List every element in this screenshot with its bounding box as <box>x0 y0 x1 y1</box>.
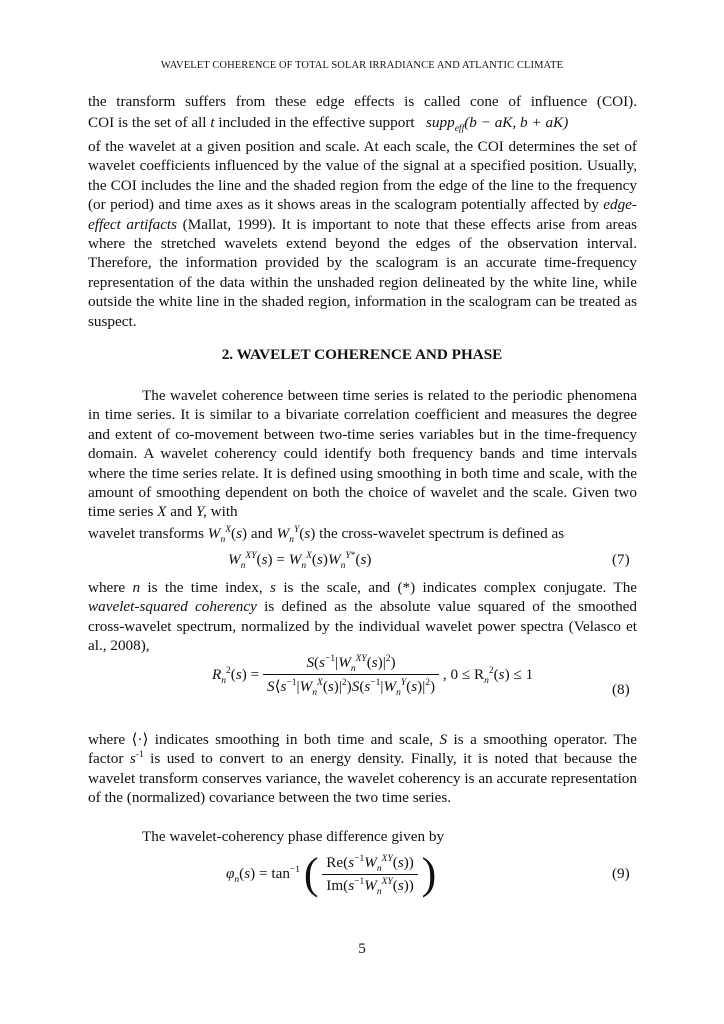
page-number: 5 <box>358 940 366 957</box>
paragraph-coi-body <box>88 137 637 331</box>
variable-s-factor: s <box>129 750 136 768</box>
text-fragment: is defined as the absolute value squared of the smoothed cross-wavelet spectrum, normalized by the individual wavelet power spectra (Velasco et al., 2008), <box>88 598 638 655</box>
text-fragment: COI is the set of all <box>88 114 207 131</box>
variable-t: t <box>210 114 215 131</box>
math-supp-eff: eff <box>454 124 465 135</box>
variable-X: X <box>157 503 167 521</box>
paragraph-coi-line2 <box>88 113 637 135</box>
paragraph-smoothing <box>88 730 637 808</box>
text-fragment: (Mallat, 1999). It is important to note that these effects arise from areas where the stretched wavelets extend beyond the edges of the observation interval. Therefore, the information provided by the scalogram is an accurate time-frequency representation of the data within the unshaded region delineated by the white line, while outside the white line in the shaded region, information in the scalogram can be treated as suspect. <box>88 215 638 330</box>
paragraph-coi-line1: the transform suffers from these edge effects is called cone of influence (COI). <box>88 93 637 110</box>
text-fragment: and <box>170 503 193 521</box>
text-fragment: the cross-wavelet spectrum is defined as <box>319 525 565 542</box>
variable-s: s <box>270 579 276 596</box>
text-fragment: The wavelet coherence between time series is related to the periodic phenomena in time series. It is similar to a bivariate correlation coefficient and measures the degree and extent of co-movement between two-time series variables but in the time-frequency domain. A wavelet coherency could identify both frequency bands and time intervals where the time series relate. It is defined using smoothing in both time and scale, with the amount of smoothing dependent on both the choice of wavelet and the scale. Given two time series <box>88 387 637 521</box>
equation-7: $W_n^{XY}(s) = W_n^X(s)W_n^{Y*}(s)$ <box>228 550 372 572</box>
variable-Y: Y, <box>195 503 207 521</box>
text-fragment: is used to convert to an energy density. Finally, it is noted that because the wavelet transform conserves variance, the wavelet coherency is an accurate representation of the (normalized) covariance between the two time series. <box>88 750 637 807</box>
equation-8-range: , 0 ≤ R <box>442 666 485 683</box>
math-WnX: $W_n^X(s)$ <box>207 524 248 546</box>
equation-8: $R_n^2(s)$ = $\frac{S(s^{-1}|W_n^{XY}(s)|^2)}{S⟨s^{-1}|W_n^X(s)|^2)S(s^{-1}|W_n^Y(s)|^2)}$ , $0 \le R_n^2(s) \le 1$ <box>212 653 534 699</box>
text-fragment: included in the effective support <box>218 114 415 131</box>
emphasis-edge-effect: edge-effect artifacts <box>88 196 637 233</box>
text-fragment: wavelet transforms <box>88 525 204 542</box>
text-fragment: is a smoothing operator. The factor <box>88 731 638 768</box>
text-fragment: where <box>88 579 126 596</box>
paragraph-coherence <box>88 386 637 522</box>
text-fragment: is the time index, <box>147 579 263 596</box>
equation-8-number: (8) <box>612 681 630 698</box>
equation-9-number: (9) <box>612 865 630 882</box>
text-fragment: of the wavelet at a given position and scale. At each scale, the COI determines the set of wavelet coefficients influenced by the value of the signal at a specified position. Usually, the COI includes the line and the shaded region from the edge of the line to the frequency (or period) and time axes as it shows areas in the scalogram potentially affected by <box>88 138 637 214</box>
equation-8-fraction: $\frac{S(s^{-1}|W_n^{XY}(s)|^2)}{S⟨s^{-1}|W_n^X(s)|^2)S(s^{-1}|W_n^Y(s)|^2)}$ <box>263 654 439 696</box>
text-fragment: and <box>250 525 273 542</box>
paragraph-phase-intro: The wavelet-coherency phase difference given by <box>142 828 445 845</box>
paragraph-squared-coherency <box>88 578 637 656</box>
math-supp-args: (b − aK, b + aK) <box>464 114 569 131</box>
superscript-minus-one: -1 <box>135 750 144 761</box>
variable-S: S <box>439 731 448 748</box>
section-heading: 2. WAVELET COHERENCE AND PHASE <box>221 346 503 363</box>
math-supp: supp <box>426 114 455 131</box>
paragraph-wavelet-transforms-line <box>88 524 637 546</box>
running-header: WAVELET COHERENCE OF TOTAL SOLAR IRRADIANCE AND ATLANTIC CLIMATE <box>160 60 564 71</box>
equation-9: $\varphi_n(s) = \tan^{-1}$ ( $\frac{Re(s^{-1}W_n^{XY}(s))}{Im(s^{-1}W_n^{XY}(s))}$ ) <box>226 849 437 898</box>
text-fragment: where ⟨·⟩ indicates smoothing in both time and scale, <box>88 731 434 748</box>
text-fragment: with <box>210 503 238 521</box>
math-WnY: $W_n^Y(s)$ <box>276 524 316 546</box>
text-fragment: is the scale, and (*) indicates complex conjugate. The <box>283 579 638 596</box>
variable-n: n <box>132 579 141 596</box>
emphasis-wavelet-squared-coherency: wavelet-squared coherency <box>88 598 257 616</box>
equation-7-number: (7) <box>612 551 630 568</box>
equation-9-fraction: $\frac{Re(s^{-1}W_n^{XY}(s))}{Im(s^{-1}W_n^{XY}(s))}$ <box>322 854 418 895</box>
